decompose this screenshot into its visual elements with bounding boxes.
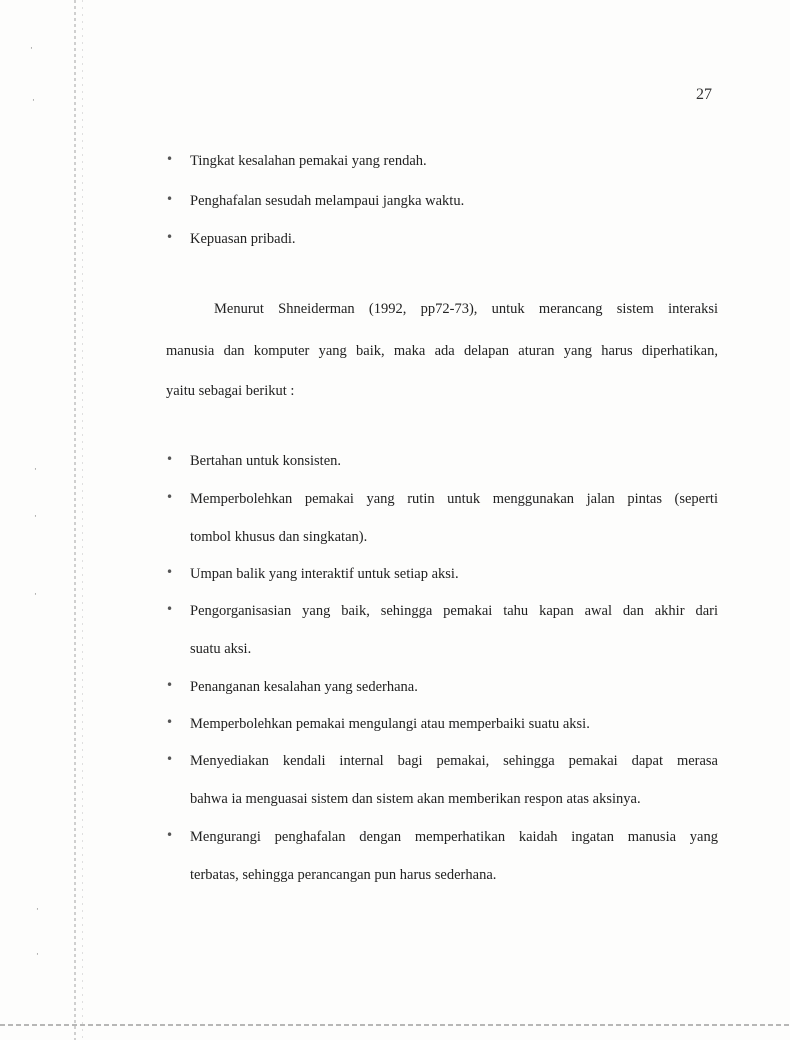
scan-speck: · — [36, 950, 39, 960]
list-item-text: Kepuasan pribadi. — [190, 231, 296, 247]
bullet-icon: • — [166, 490, 174, 504]
bullet-icon: • — [166, 230, 174, 244]
bullet-icon: • — [166, 678, 174, 692]
scan-speck: · — [36, 905, 39, 915]
scan-speck: · — [32, 96, 35, 106]
paragraph-line: manusia dan komputer yang baik, maka ada delapan aturan yang harus diperhatikan, — [166, 343, 718, 359]
list-item-text-continued: tombol khusus dan singkatan). — [190, 529, 368, 545]
list-item-text: Umpan balik yang interaktif untuk setiap aksi. — [190, 566, 459, 582]
list-item-text: Memperbolehkan pemakai yang rutin untuk menggunakan jalan pintas (seperti — [190, 491, 718, 507]
list-item-text: Bertahan untuk konsisten. — [190, 453, 342, 469]
list-item-text-continued: suatu aksi. — [190, 641, 252, 657]
list-item-text: Penanganan kesalahan yang sederhana. — [190, 679, 418, 695]
bullet-icon: • — [166, 192, 174, 206]
bullet-icon: • — [166, 828, 174, 842]
list-item-text: Mengurangi penghafalan dengan memperhatikan kaidah ingatan manusia yang — [190, 829, 718, 845]
list-item-text: Tingkat kesalahan pemakai yang rendah. — [190, 153, 427, 169]
page-number: 27 — [696, 86, 712, 103]
bullet-icon: • — [166, 152, 174, 166]
bullet-icon: • — [166, 602, 174, 616]
list-item-text: Pengorganisasian yang baik, sehingga pemakai tahu kapan awal dan akhir dari — [190, 603, 718, 619]
list-item-text: Menyediakan kendali internal bagi pemakai, sehingga pemakai dapat merasa — [190, 753, 718, 769]
scan-speck: · — [34, 465, 37, 475]
paragraph-line: yaitu sebagai berikut : — [166, 383, 295, 399]
binding-margin-line — [74, 0, 76, 1040]
scan-speck: · — [34, 590, 37, 600]
list-item-text-continued: terbatas, sehingga perancangan pun harus sederhana. — [190, 867, 497, 883]
bullet-icon: • — [166, 452, 174, 466]
bullet-icon: • — [166, 752, 174, 766]
bullet-icon: • — [166, 565, 174, 579]
paragraph-line: Menurut Shneiderman (1992, pp72-73), untuk merancang sistem interaksi — [214, 301, 718, 317]
binding-margin-line-secondary — [82, 0, 83, 1040]
list-item-text: Penghafalan sesudah melampaui jangka waktu. — [190, 193, 465, 209]
list-item-text-continued: bahwa ia menguasai sistem dan sistem akan memberikan respon atas aksinya. — [190, 791, 641, 807]
bullet-icon: • — [166, 715, 174, 729]
scan-bottom-edge — [0, 1024, 790, 1026]
scan-speck: · — [34, 512, 37, 522]
scan-speck: · — [30, 44, 33, 54]
list-item-text: Memperbolehkan pemakai mengulangi atau memperbaiki suatu aksi. — [190, 716, 590, 732]
